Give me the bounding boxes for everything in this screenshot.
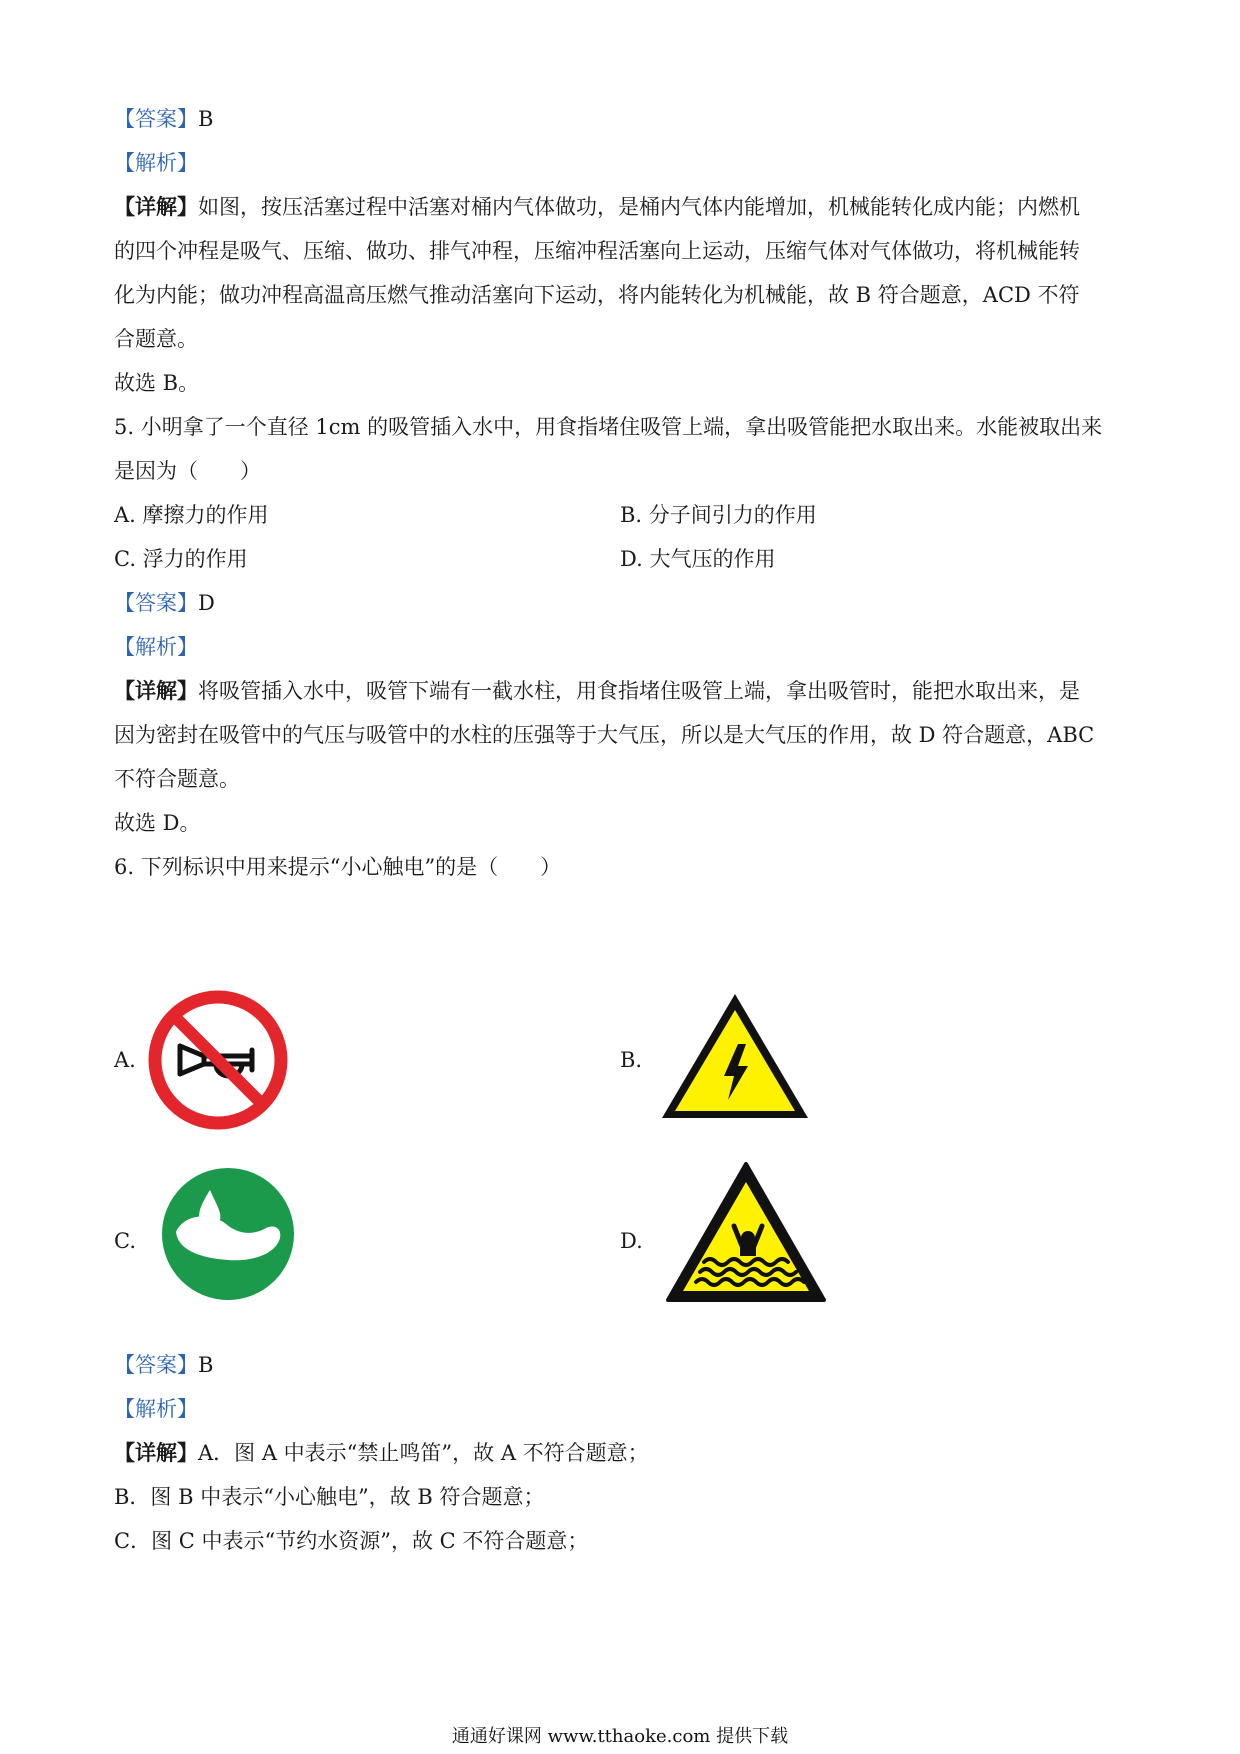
detail-line-2-1: 因为密封在吸管中的气压与吸管中的水柱的压强等于大气压，所以是大气压的作用，故 D 符合题意，ABC bbox=[114, 723, 1095, 747]
footer-source: 通通好课网 www.tthaoke.com 提供下载 bbox=[451, 1726, 789, 1747]
answer-value: D bbox=[198, 591, 215, 615]
detail-tag: 【详解】 bbox=[114, 194, 198, 219]
answer-line-3 bbox=[114, 1350, 1134, 1380]
analysis-tag: 【解析】 bbox=[114, 151, 198, 175]
detail-line-3-0: 【详解】A．图 A 中表示“禁止鸣笛”，故 A 不符合题意； bbox=[114, 1440, 649, 1465]
q6-option-b-letter: B. bbox=[620, 1048, 643, 1072]
analysis-line-3 bbox=[114, 1394, 1134, 1424]
answer-value: B bbox=[198, 107, 214, 131]
drowning-warning-icon bbox=[664, 1160, 828, 1306]
answer-tag: 【答案】 bbox=[114, 591, 198, 615]
answer-line-1 bbox=[114, 104, 1134, 134]
conclusion-1: 故选 B。 bbox=[114, 371, 200, 395]
detail-line-3-2: C．图 C 中表示“节约水资源”，故 C 不符合题意； bbox=[114, 1529, 589, 1553]
q5-option-a: A. 摩擦力的作用 bbox=[114, 503, 269, 527]
detail-line-2-2: 不符合题意。 bbox=[114, 767, 240, 791]
analysis-line-2 bbox=[114, 632, 1134, 662]
q5-option-b: B. 分子间引力的作用 bbox=[620, 503, 817, 527]
no-horn-sign-icon bbox=[146, 988, 290, 1132]
electric-shock-warning-icon bbox=[658, 990, 812, 1124]
answer-line-2 bbox=[114, 588, 1134, 618]
answer-tag: 【答案】 bbox=[114, 1353, 198, 1377]
detail-line-1-2: 化为内能；做功冲程高温高压燃气推动活塞向下运动，将内能转化为机械能，故 B 符合题意，ACD 不符 bbox=[114, 283, 1080, 307]
q5-options-row-2 bbox=[114, 544, 1134, 574]
detail-line-3-1: B．图 B 中表示“小心触电”，故 B 符合题意； bbox=[114, 1485, 545, 1509]
analysis-tag: 【解析】 bbox=[114, 1397, 198, 1421]
q5-stem-2: 是因为（ ） bbox=[114, 459, 261, 483]
q5-options-row-1 bbox=[114, 500, 1134, 530]
q5-option-c: C. 浮力的作用 bbox=[114, 547, 248, 571]
detail-tag: 【详解】 bbox=[114, 1440, 198, 1465]
detail-line-2-0: 【详解】将吸管插入水中，吸管下端有一截水柱，用食指堵住吸管上端，拿出吸管时，能把水取出来，是 bbox=[114, 678, 1080, 703]
detail-tag: 【详解】 bbox=[114, 678, 198, 703]
q6-option-c-letter: C. bbox=[114, 1229, 136, 1253]
q5-option-d: D. 大气压的作用 bbox=[620, 547, 776, 571]
analysis-line-1 bbox=[114, 148, 1134, 178]
detail-line-1-3: 合题意。 bbox=[114, 327, 198, 351]
detail-line-1-1: 的四个冲程是吸气、压缩、做功、排气冲程，压缩冲程活塞向上运动，压缩气体对气体做功，将机械能转 bbox=[114, 239, 1080, 263]
q5-stem-1: 5. 小明拿了一个直径 1cm 的吸管插入水中，用食指堵住吸管上端，拿出吸管能把水取出来。水能被取出来 bbox=[114, 415, 1103, 439]
q6-option-a-letter: A. bbox=[114, 1048, 136, 1072]
water-saving-icon bbox=[160, 1166, 296, 1302]
detail-line-1-0: 【详解】如图，按压活塞过程中活塞对桶内气体做功，是桶内气体内能增加，机械能转化成内能；内燃机 bbox=[114, 194, 1080, 219]
conclusion-2: 故选 D。 bbox=[114, 811, 201, 835]
analysis-tag: 【解析】 bbox=[114, 635, 198, 659]
q6-option-d-letter: D. bbox=[620, 1229, 643, 1253]
q6-stem: 6. 下列标识中用来提示“小心触电”的是（ ） bbox=[114, 855, 562, 879]
answer-value: B bbox=[198, 1353, 214, 1377]
answer-tag: 【答案】 bbox=[114, 107, 198, 131]
